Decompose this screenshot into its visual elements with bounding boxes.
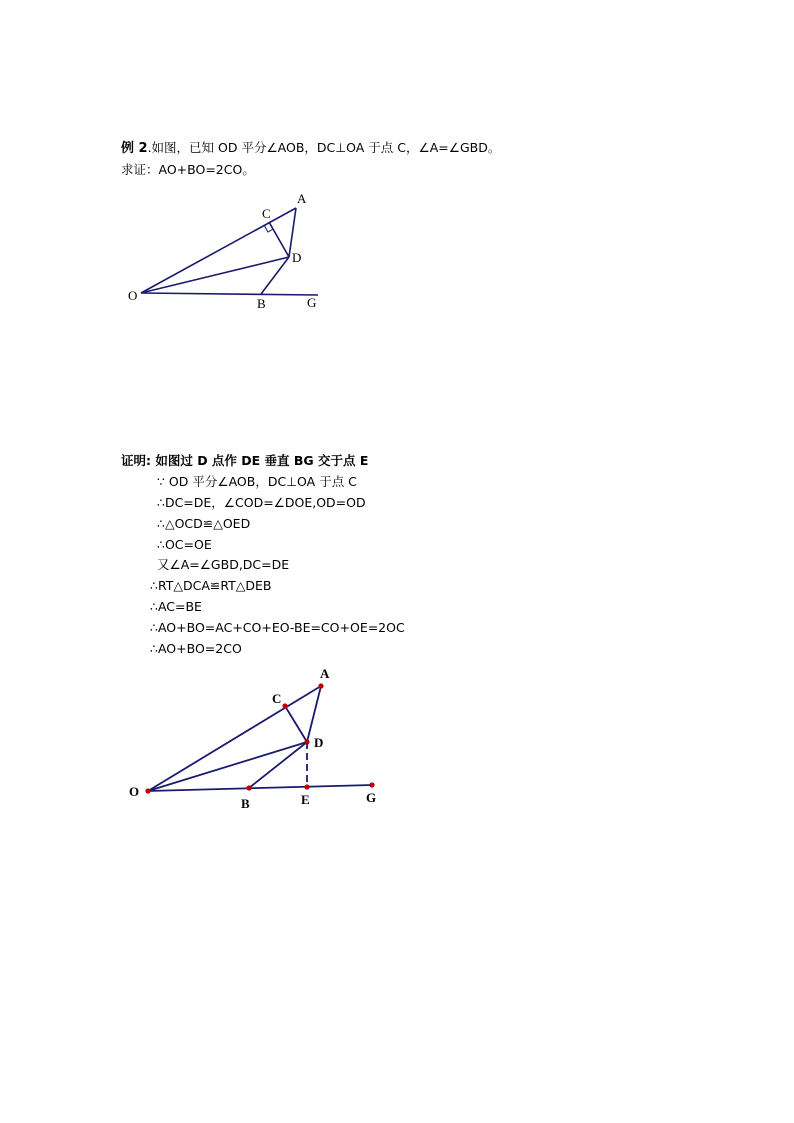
segment-oa — [148, 686, 324, 791]
label-d: D — [292, 250, 302, 265]
segment-od — [148, 742, 307, 791]
point-c — [282, 703, 287, 708]
label-o: O — [129, 784, 140, 799]
point-d — [304, 739, 309, 744]
label-b: B — [241, 796, 250, 811]
label-e: E — [301, 792, 310, 807]
point-a — [318, 683, 323, 688]
label-c: C — [262, 206, 271, 221]
proof-step: ∴OC=OE — [157, 537, 212, 552]
prove-statement: 求证：AO+BO=2CO。 — [121, 162, 255, 177]
proof-step: ∵ OD 平分∠AOB，DC⊥OA 于点 C — [157, 474, 357, 489]
proof-step: ∴RT△DCA≌RT△DEB — [150, 578, 272, 593]
point-b — [246, 785, 251, 790]
label-g: G — [366, 790, 377, 805]
proof-step: 又∠A=∠GBD,DC=DE — [157, 557, 290, 572]
segment-ad — [307, 686, 321, 742]
point-o — [145, 788, 150, 793]
proof-step: ∴AO+BO=2CO — [150, 641, 242, 656]
proof-step: ∴AC=BE — [150, 599, 202, 614]
label-d: D — [314, 735, 324, 750]
label-o: O — [128, 288, 138, 303]
example-number: 例 2 — [121, 141, 148, 156]
label-g: G — [307, 295, 317, 310]
proof-step: ∴AO+BO=AC+CO+EO-BE=CO+OE=2OC — [150, 620, 405, 635]
segment-og — [148, 785, 372, 791]
proof-step: ∴△OCD≌△OED — [157, 516, 251, 531]
segment-cd — [285, 706, 307, 742]
proof-step: ∴DC=DE，∠COD=∠DOE,OD=OD — [157, 495, 366, 510]
label-a: A — [320, 666, 330, 681]
proof-heading: 证明: 如图过 D 点作 DE 垂直 BG 交于点 E — [121, 453, 369, 468]
label-c: C — [272, 691, 282, 706]
point-g — [369, 782, 374, 787]
segment-bd — [249, 742, 307, 788]
problem-statement: .如图，已知 OD 平分∠AOB，DC⊥OA 于点 C，∠A=∠GBD。 — [147, 140, 501, 155]
label-b: B — [257, 296, 266, 311]
label-a: A — [297, 191, 307, 206]
point-e — [304, 784, 309, 789]
